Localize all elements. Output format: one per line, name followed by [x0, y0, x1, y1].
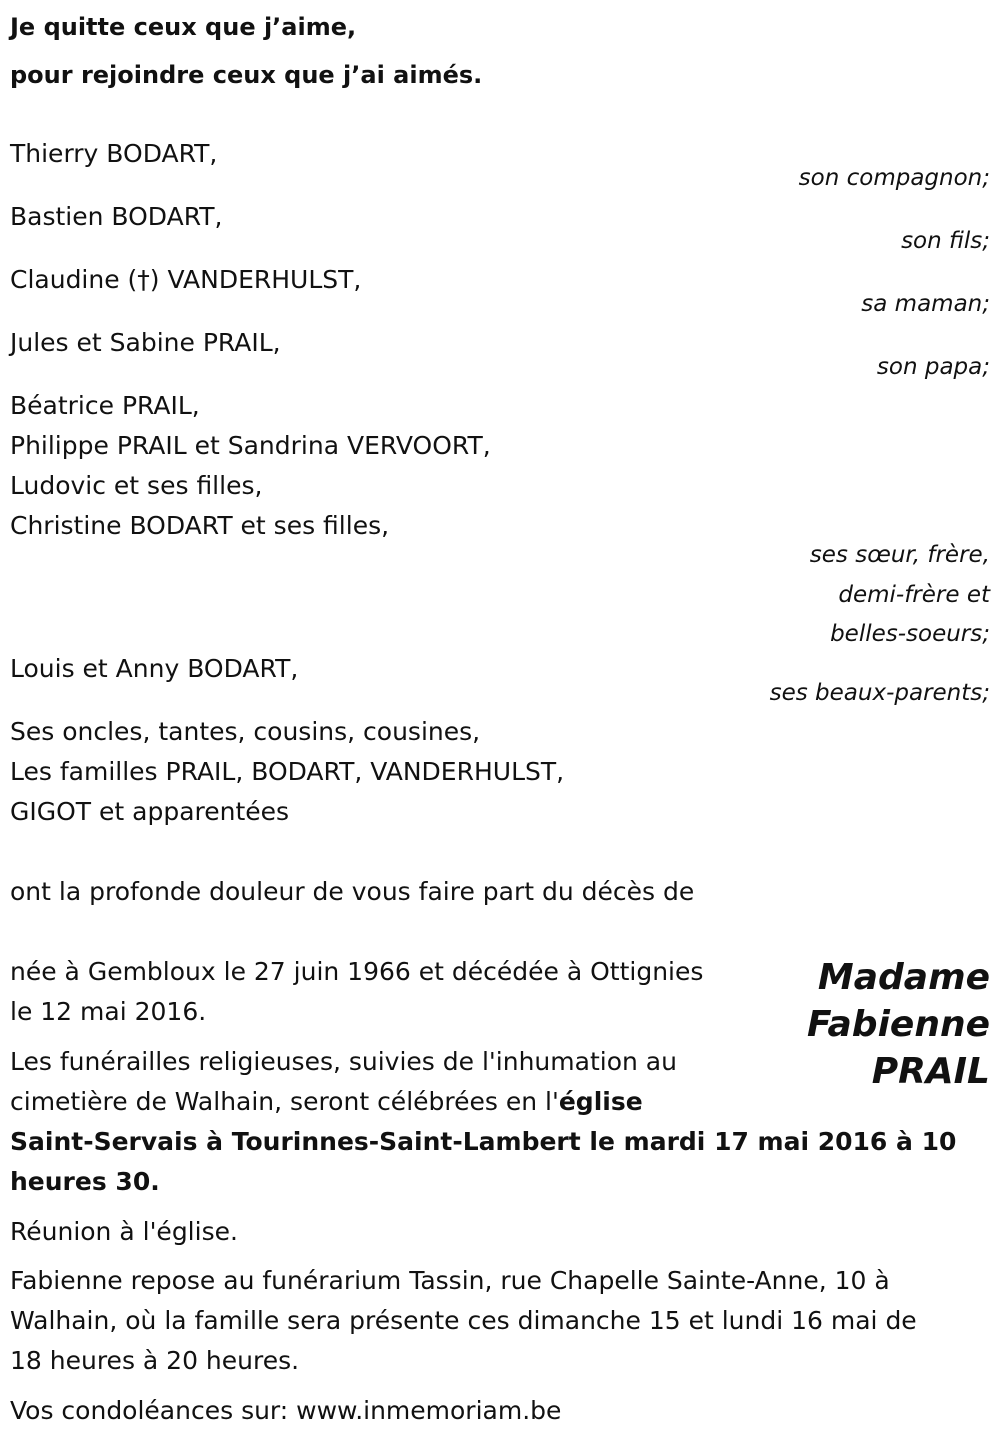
family-jules: Jules et Sabine PRAIL, [10, 328, 281, 357]
birth-line-1: née à Gembloux le 27 juin 1966 et décédée à Ottignies [10, 957, 704, 986]
family-bastien: Bastien BODART, [10, 202, 223, 231]
family-beatrice: Béatrice PRAIL, [10, 391, 200, 420]
role-siblings-line-3: belles-soeurs; [830, 621, 990, 647]
condoleances-text: Vos condoléances sur: www.inmemoriam.be [10, 1396, 562, 1425]
funeral-bold-b: Saint-Servais à Tourinnes-Saint-Lambert le mardi 17 mai 2016 à 10 [10, 1127, 957, 1156]
family-oncles: Ses oncles, tantes, cousins, cousines, [10, 717, 481, 746]
family-familles: Les familles PRAIL, BODART, VANDERHULST, [10, 757, 565, 786]
role-siblings [810, 536, 990, 655]
role-siblings-line-1: ses sœur, frère, [809, 542, 990, 568]
family-claudine: Claudine (†) VANDERHULST, [10, 265, 362, 294]
funeral-bold-c: heures 30. [10, 1167, 160, 1196]
quote-line-1: Je quitte ceux que j’aime, [10, 13, 357, 41]
reunion-text: Réunion à l'église. [10, 1217, 238, 1246]
role-compagnon: son compagnon; [798, 165, 990, 191]
deceased-title: Madame [817, 957, 990, 998]
family-gigot: GIGOT et apparentées [10, 797, 290, 826]
funeral-line-1: Les funérailles religieuses, suivies de l'inhumation au [10, 1047, 677, 1076]
funeral-text-b: cimetière de Walhain, seront célébrées en l' [10, 1087, 559, 1116]
repose-line-3: 18 heures à 20 heures. [10, 1346, 300, 1375]
deceased-name [807, 954, 990, 1095]
role-papa: son papa; [876, 354, 990, 380]
announcement-text: ont la profonde douleur de vous faire part du décès de [10, 877, 695, 906]
family-philippe: Philippe PRAIL et Sandrina VERVOORT, [10, 431, 491, 460]
family-thierry: Thierry BODART, [10, 139, 218, 168]
deceased-firstname: Fabienne [807, 1004, 990, 1045]
birth-line-2: le 12 mai 2016. [10, 997, 207, 1026]
funeral-bold-a: église [558, 1087, 643, 1116]
role-beaux-parents: ses beaux-parents; [769, 680, 990, 706]
repose-line-2: Walhain, où la famille sera présente ces dimanche 15 et lundi 16 mai de [10, 1306, 917, 1335]
family-christine: Christine BODART et ses filles, [10, 511, 390, 540]
funeral-line-2 [10, 1087, 643, 1117]
family-ludovic: Ludovic et ses filles, [10, 471, 263, 500]
role-siblings-line-2: demi-frère et [838, 581, 990, 608]
quote-line-2: pour rejoindre ceux que j’ai aimés. [10, 61, 483, 89]
deceased-lastname: PRAIL [871, 1051, 990, 1092]
role-fils: son fils; [901, 228, 990, 254]
role-maman: sa maman; [861, 291, 990, 317]
repose-line-1: Fabienne repose au funérarium Tassin, rue Chapelle Sainte-Anne, 10 à [10, 1266, 890, 1295]
family-louis: Louis et Anny BODART, [10, 654, 299, 683]
